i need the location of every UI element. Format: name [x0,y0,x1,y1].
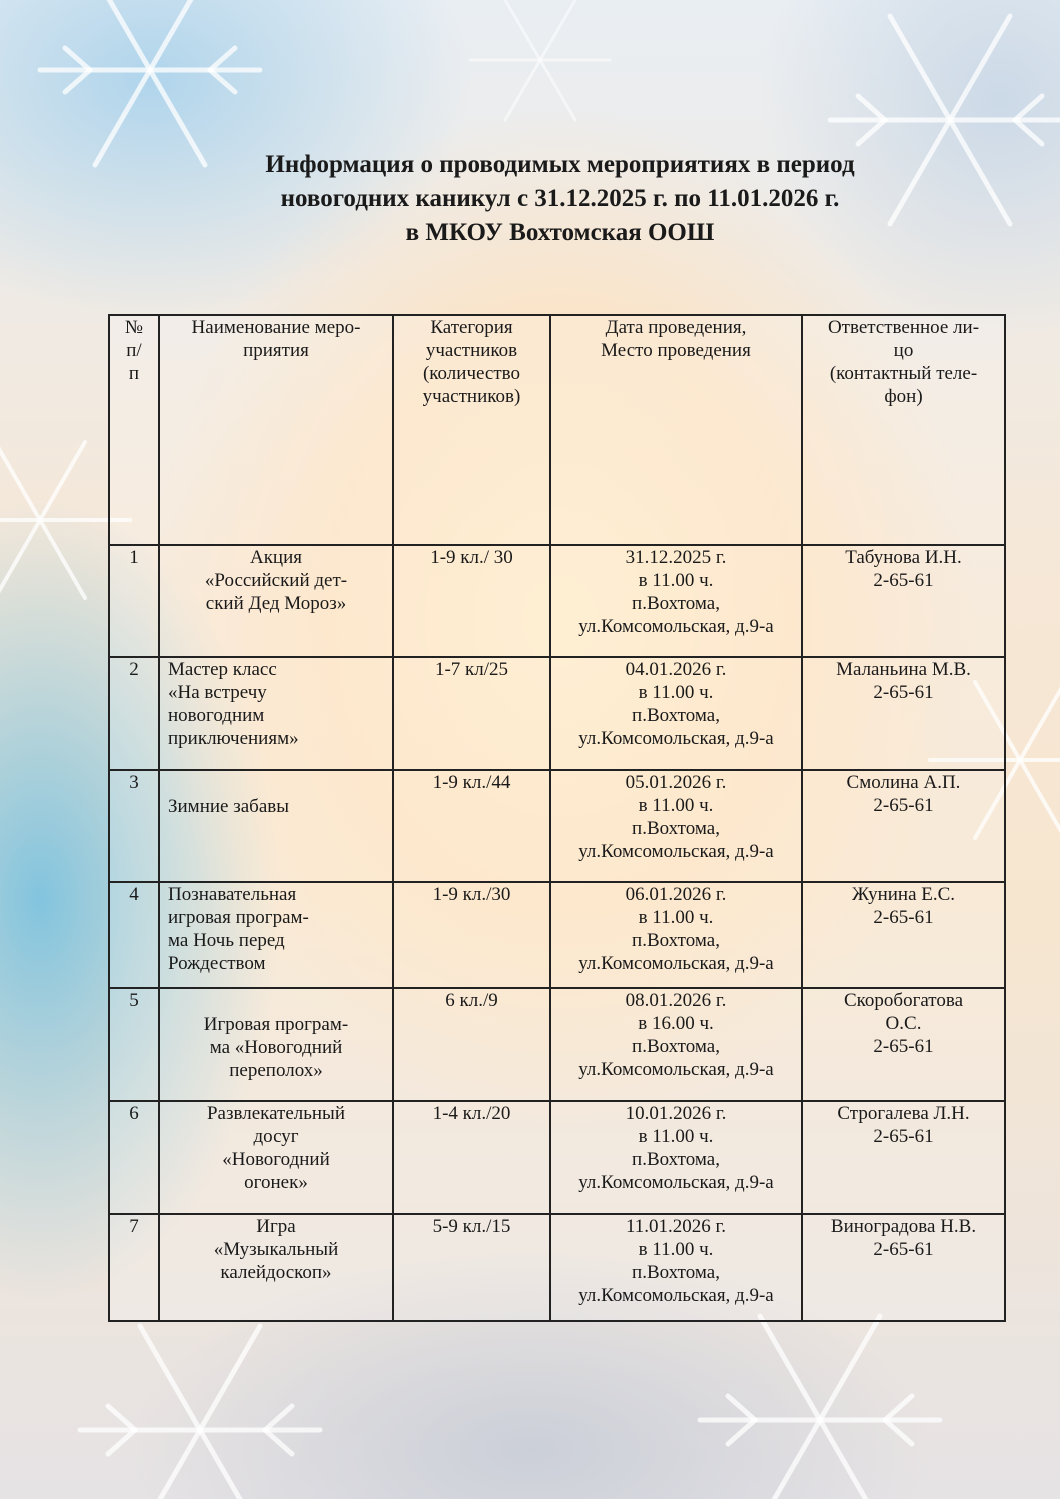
snowflake-icon [700,1316,940,1499]
event-name-line: Развлекательный [206,1103,345,1124]
responsible-line: Смолина А.П. [846,772,961,793]
date-line: 05.01.2026 г. [625,772,727,793]
event-name [159,882,393,988]
date-line: п.Вохтома, [632,1149,720,1170]
event-name [159,1214,393,1321]
row-number: 5 [109,988,159,1101]
responsible-line: Жунина Е.С. [851,884,956,905]
date-line: 06.01.2026 г. [625,884,727,905]
table-row [109,1214,1005,1321]
date-line: ул.Комсомольская, д.9-а [578,1172,774,1193]
date-line: п.Вохтома, [632,930,720,951]
participants-category: 1-9 кл./30 [393,882,550,988]
snowflake-icon [470,0,610,120]
header-text: фон) [884,386,923,407]
table-header-row [109,315,1005,545]
event-name-line: переполох» [229,1060,323,1081]
date-line: в 11.00 ч. [638,1126,714,1147]
event-name [159,770,393,882]
responsible-person [802,1101,1005,1214]
responsible-person [802,770,1005,882]
event-name-line: огонек» [244,1172,308,1193]
event-name [159,545,393,657]
responsible-person [802,1214,1005,1321]
responsible-line: 2-65-61 [873,1239,934,1260]
event-name-line: «Российский дет- [204,570,348,591]
responsible-person [802,657,1005,770]
event-name-line: «На встречу [168,682,267,703]
date-line: п.Вохтома, [632,705,720,726]
date-line: ул.Комсомольская, д.9-а [578,616,774,637]
event-name-line: новогодним [168,705,265,726]
responsible-line: 2-65-61 [873,570,934,591]
table-row [109,882,1005,988]
snowflake-icon [40,0,260,165]
event-date-place [550,1101,802,1214]
responsible-person [802,988,1005,1101]
header-text: № [124,317,144,338]
title-line-3: в МКОУ Вохтомская ООШ [405,219,715,246]
event-name-line: ский Дед Мороз» [205,593,347,614]
date-line: п.Вохтома, [632,1036,720,1057]
participants-category: 1-7 кл/25 [393,657,550,770]
header-name [159,315,393,545]
participants-category: 1-4 кл./20 [393,1101,550,1214]
event-name-line: Познавательная [168,884,297,905]
header-date [550,315,802,545]
date-line: п.Вохтома, [632,593,720,614]
responsible-line: 2-65-61 [873,795,934,816]
event-name-line: ма «Новогодний [209,1037,343,1058]
header-text: (контактный теле- [829,363,978,384]
responsible-person [802,545,1005,657]
row-number: 7 [109,1214,159,1321]
date-line: ул.Комсомольская, д.9-а [578,728,774,749]
responsible-line: 2-65-61 [873,1036,934,1057]
header-text: (количество [422,363,521,384]
event-name [159,657,393,770]
header-text: приятия [243,340,309,361]
event-date-place [550,988,802,1101]
date-line: п.Вохтома, [632,818,720,839]
event-date-place [550,657,802,770]
row-number: 1 [109,545,159,657]
header-category [393,315,550,545]
event-date-place [550,770,802,882]
table-row [109,657,1005,770]
responsible-line: 2-65-61 [873,1126,934,1147]
row-number: 6 [109,1101,159,1214]
header-text: п [128,363,140,384]
date-line: п.Вохтома, [632,1262,720,1283]
event-name-line: Мастер класс [168,659,277,680]
header-text: Наименование меро- [191,317,361,338]
event-name-line: «Музыкальный [213,1239,339,1260]
date-line: в 11.00 ч. [638,570,714,591]
event-name-line: «Новогодний [222,1149,330,1170]
event-name-line: ма Ночь перед [168,930,285,951]
header-text: Категория [430,317,513,338]
event-date-place [550,882,802,988]
date-line: 04.01.2026 г. [625,659,727,680]
date-line: в 16.00 ч. [638,1013,714,1034]
responsible-line: Маланьина М.В. [836,659,971,680]
header-text: Ответственное ли- [827,317,980,338]
header-text: Место проведения [601,340,751,361]
header-text: участников) [422,386,521,407]
date-line: ул.Комсомольская, д.9-а [578,841,774,862]
table-row [109,988,1005,1101]
event-name-line: Акция [249,547,303,568]
event-name-line: Игровая програм- [203,1014,349,1035]
table-row [109,1101,1005,1214]
header-responsible [802,315,1005,545]
participants-category: 6 кл./9 [393,988,550,1101]
header-text: Дата проведения, [605,317,747,338]
event-name-line: Игра [256,1216,296,1237]
snowflake-icon [80,1326,320,1499]
date-line: 31.12.2025 г. [625,547,727,568]
event-name-line: досуг [253,1126,299,1147]
responsible-line: О.С. [885,1013,922,1034]
responsible-line: Виноградова Н.В. [830,1216,977,1237]
date-line: ул.Комсомольская, д.9-а [578,1059,774,1080]
header-num [109,315,159,545]
header-text: цо [893,340,914,361]
date-line: 08.01.2026 г. [625,990,727,1011]
event-name-line: Рождеством [168,953,266,974]
event-name-line: Зимние забавы [168,796,290,817]
date-line: в 11.00 ч. [638,682,714,703]
date-line: ул.Комсомольская, д.9-а [578,1285,774,1306]
table-row [109,545,1005,657]
date-line: в 11.00 ч. [638,907,714,928]
table-row [109,770,1005,882]
title-line-1: Информация о проводимых мероприятиях в период [265,151,855,178]
responsible-line: Строгалева Л.Н. [837,1103,970,1124]
row-number: 4 [109,882,159,988]
event-date-place [550,545,802,657]
date-line: ул.Комсомольская, д.9-а [578,953,774,974]
participants-category: 1-9 кл./ 30 [393,545,550,657]
event-name [159,1101,393,1214]
header-text: п/ [126,340,142,361]
responsible-line: Табунова И.Н. [845,547,962,568]
event-name-line: игровая програм- [168,907,309,928]
event-name [159,988,393,1101]
responsible-line: Скоробогатова [843,990,964,1011]
header-text: участников [425,340,518,361]
responsible-line: 2-65-61 [873,682,934,703]
event-name-line: приключениям» [168,728,299,749]
date-line: в 11.00 ч. [638,1239,714,1260]
date-line: в 11.00 ч. [638,795,714,816]
participants-category: 1-9 кл./44 [393,770,550,882]
title-line-2: новогодних каникул с 31.12.2025 г. по 11.01.2026 г. [280,185,840,212]
events-table [108,314,1006,1322]
responsible-line: 2-65-61 [873,907,934,928]
date-line: 10.01.2026 г. [625,1103,727,1124]
row-number: 2 [109,657,159,770]
date-line: 11.01.2026 г. [626,1216,726,1237]
page-title [110,148,1010,250]
responsible-person [802,882,1005,988]
participants-category: 5-9 кл./15 [393,1214,550,1321]
row-number: 3 [109,770,159,882]
event-name-line: калейдоскоп» [220,1262,332,1283]
event-date-place [550,1214,802,1321]
